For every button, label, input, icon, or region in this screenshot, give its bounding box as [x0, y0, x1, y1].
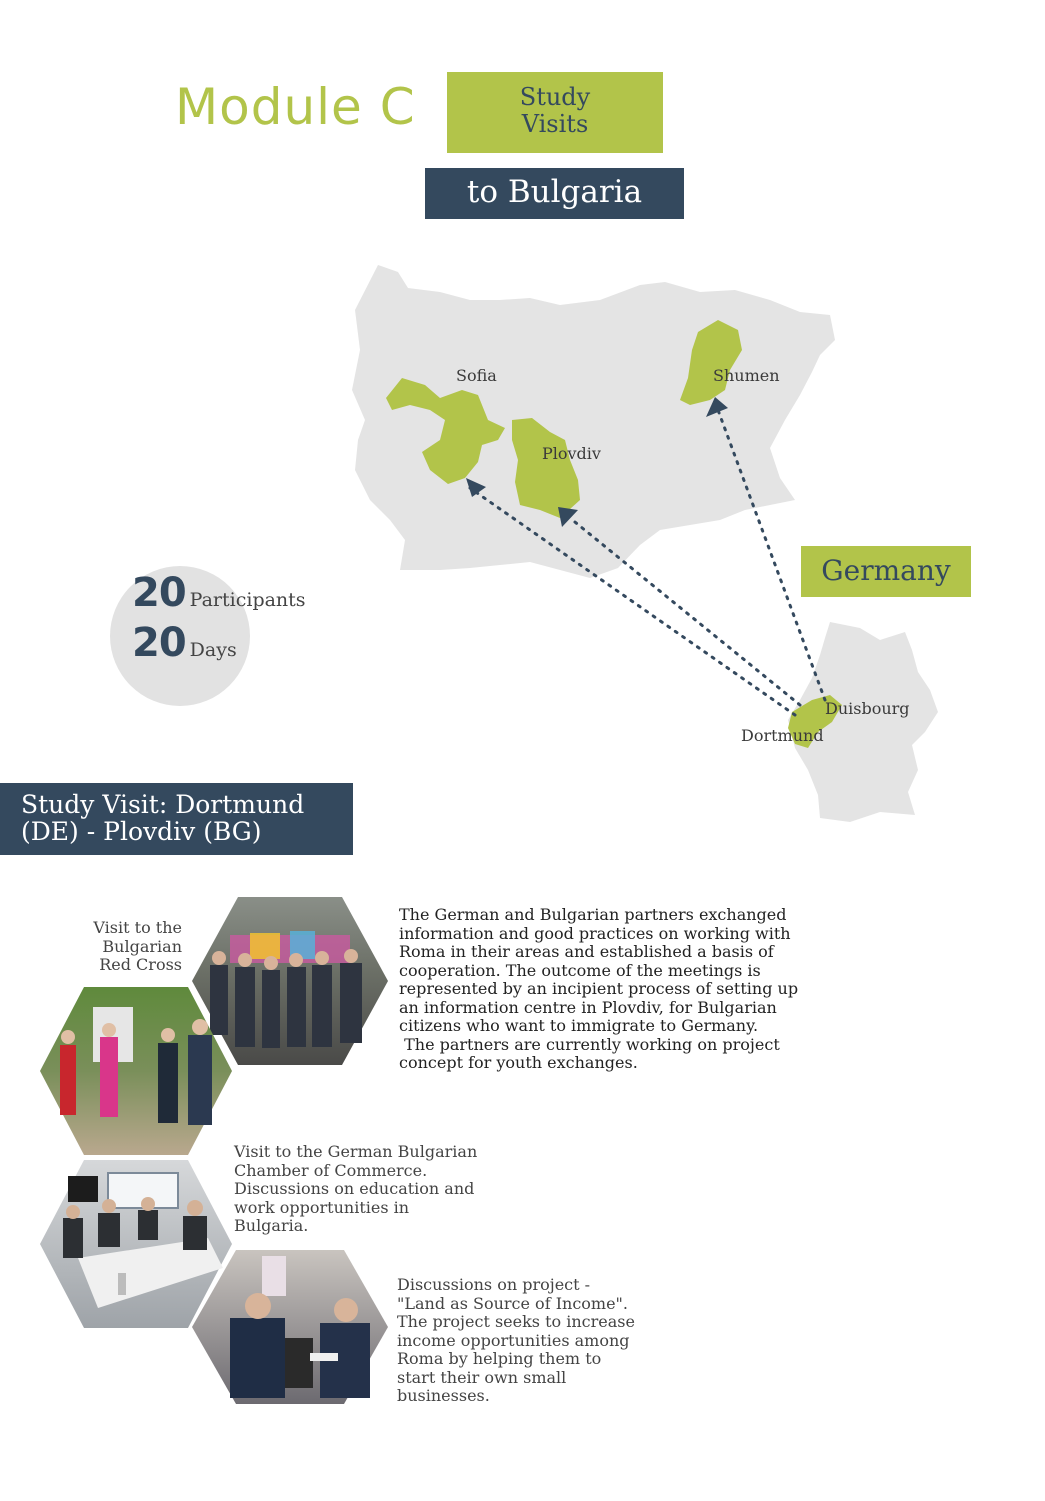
days-label: Days — [189, 639, 237, 661]
days-value: 20 — [132, 620, 186, 666]
study-visit-title-line2: (DE) - Plovdiv (BG) — [21, 817, 262, 846]
destination-banner: to Bulgaria — [425, 168, 684, 219]
city-label-plovdiv: Plovdiv — [542, 444, 601, 463]
caption-chamber-of-commerce: Visit to the German Bulgarian Chamber of Commerce. Discussions on education and work opportunities in Bulgaria. — [234, 1142, 478, 1235]
study-visit-banner — [0, 783, 353, 855]
photo-land-project — [190, 1248, 390, 1406]
city-label-sofia: Sofia — [456, 366, 497, 385]
study-visits-line1: Study — [519, 83, 591, 111]
study-visit-title-line1: Study Visit: Dortmund — [21, 790, 305, 819]
module-title: Module C — [175, 78, 416, 136]
city-label-shumen: Shumen — [713, 366, 780, 385]
route-dortmund-plovdiv — [570, 518, 800, 705]
stat-participants — [132, 570, 306, 616]
main-description: The German and Bulgarian partners exchanged information and good practices on working with Roma in their areas and established a basis of cooperation. The outcome of the meetings is represented by an incipient process of setting up an information centre in Plovdiv, for Bulgarian citizens who want to immigrate to Germany. The partners are currently working on project concept for youth exchanges. — [399, 905, 799, 1072]
origin-country-badge: Germany — [801, 546, 971, 597]
caption-red-cross: Visit to the Bulgarian Red Cross — [93, 918, 182, 974]
participants-label: Participants — [189, 589, 306, 611]
participants-value: 20 — [132, 570, 186, 616]
city-label-dortmund: Dortmund — [741, 726, 824, 745]
city-label-duisbourg: Duisbourg — [825, 699, 910, 718]
photo-red-cross — [38, 985, 234, 1157]
caption-land-project: Discussions on project - "Land as Source of Income". The project seeks to increase income opportunities among Roma by helping them to start their own small businesses. — [397, 1275, 635, 1405]
stat-days — [132, 620, 237, 666]
study-visits-line2: Visits — [521, 110, 589, 138]
